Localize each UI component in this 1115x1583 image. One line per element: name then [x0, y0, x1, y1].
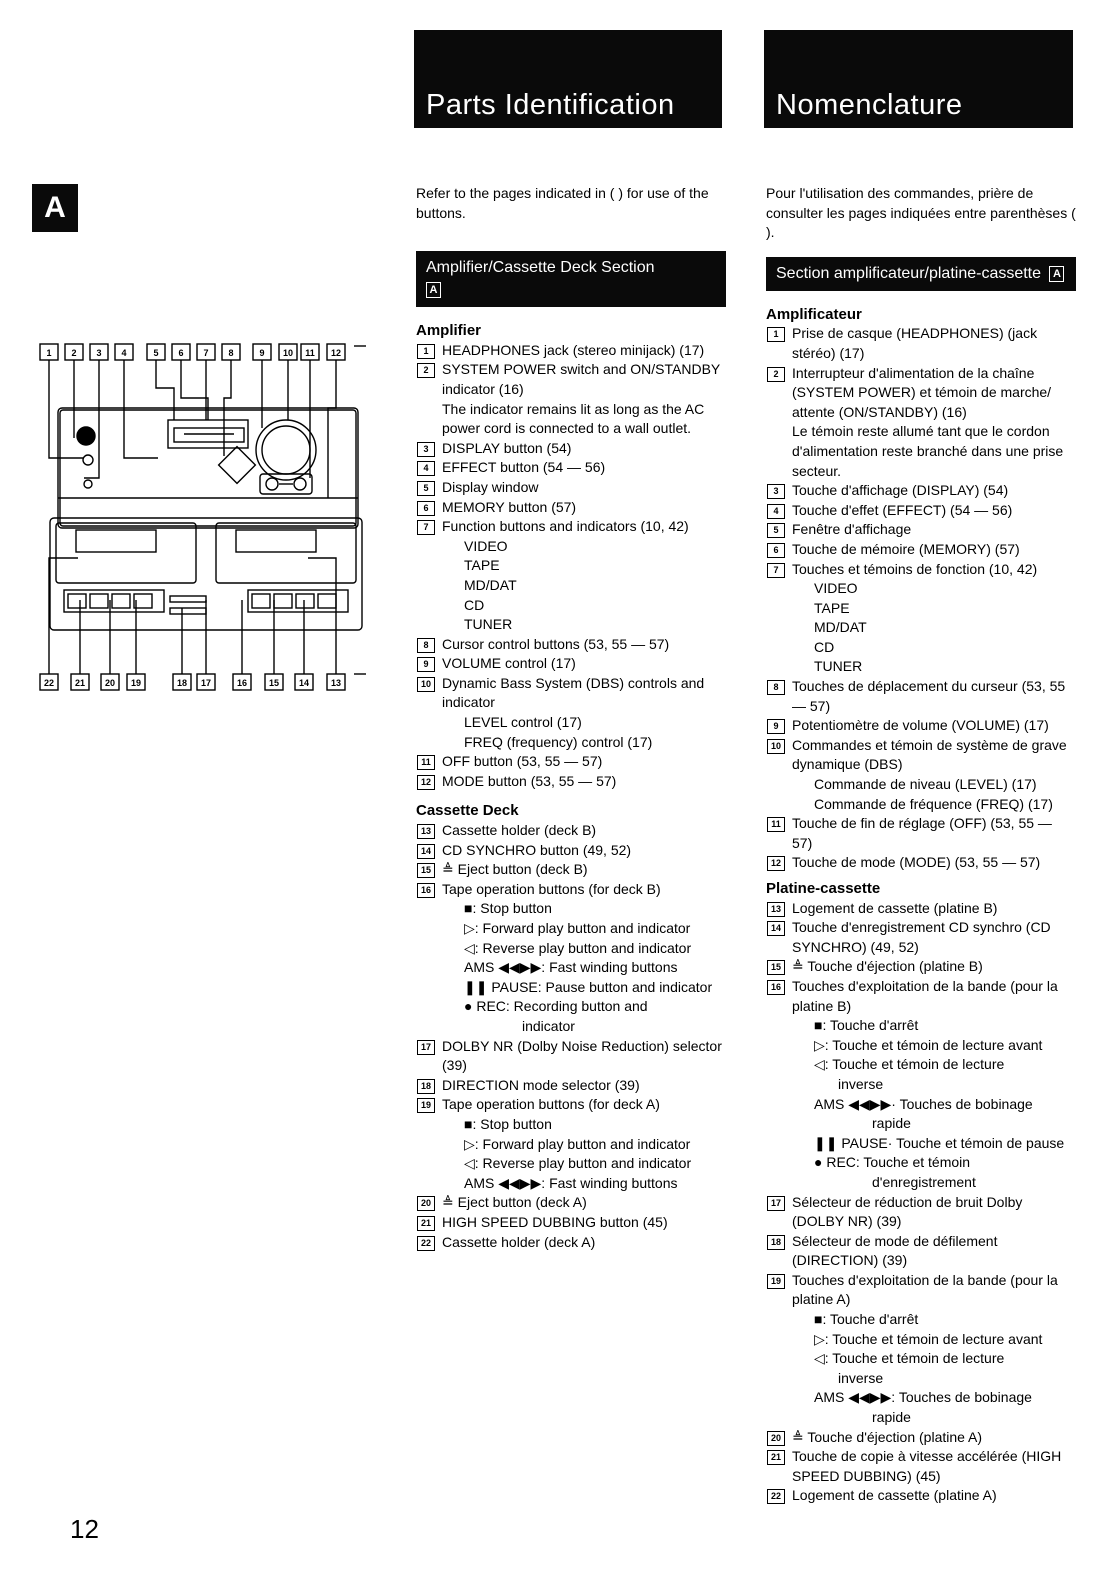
item-text: Touche d'effet (EFFECT) (54 — 56): [792, 501, 1013, 518]
deck-b-stop-fr: ■: Touche d'arrêt: [814, 1017, 919, 1034]
item-text: VOLUME control (17): [442, 655, 576, 672]
list-item: 18 DIRECTION mode selector (39): [416, 1076, 726, 1096]
deck-b-rev-fr-cont: inverse: [838, 1075, 884, 1092]
deck-b-pause-fr: ❚❚ PAUSE· Touche et témoin de pause: [814, 1134, 1065, 1151]
item-number: 9: [417, 657, 435, 672]
callout-18: [173, 674, 191, 690]
list-item: [416, 635, 726, 655]
english-column: [416, 184, 726, 1252]
deck-b-rev: ◁: Reverse play button and indicator: [464, 939, 692, 956]
item-text: OFF button (53, 55 — 57): [442, 753, 603, 770]
item-text: Touche de mode (MODE) (53, 55 — 57): [792, 854, 1041, 871]
item-number: 7: [767, 563, 785, 578]
list-item: [766, 560, 1076, 580]
item-text: Touches et témoins de fonction (10, 42): [792, 560, 1038, 577]
item-number: 12: [767, 856, 785, 871]
item-text: Touches de déplacement du curseur (53, 55 — 57): [792, 678, 1066, 714]
svg-text:22: 22: [43, 678, 55, 688]
item-number: 1: [417, 344, 435, 359]
unit-front-diagram: [38, 338, 374, 694]
list-item: [416, 458, 726, 478]
sub-item: Commande de niveau (LEVEL) (17): [814, 776, 1037, 793]
french-title-bar: [764, 30, 1073, 128]
page-number: 12: [70, 1514, 99, 1544]
item-number: 8: [767, 680, 785, 695]
callout-4: [115, 344, 133, 360]
item-text: Fenêtre d'affichage: [792, 521, 912, 538]
item-number: 4: [417, 461, 435, 476]
item-text: Display window: [442, 478, 539, 495]
deck-b-ams: AMS ◀◀▶▶: Fast winding buttons: [464, 959, 678, 976]
item-text: SYSTEM POWER switch and ON/STANDBY indicator (16): [442, 361, 720, 397]
english-section-bar: [416, 251, 726, 307]
list-item: 14 CD SYNCHRO button (49, 52): [416, 841, 726, 861]
item-text: Cursor control buttons (53, 55 — 57): [442, 635, 670, 652]
item-text: HEADPHONES jack (stereo minijack) (17): [442, 341, 705, 358]
item-number: 1: [767, 327, 785, 342]
list-item: [766, 814, 1076, 853]
list-item: 13 Cassette holder (deck B): [416, 821, 726, 841]
french-section-title: Section amplificateur/platine-cassette: [776, 264, 1042, 282]
deck-a-rev-fr-cont: inverse: [838, 1369, 884, 1386]
svg-text:5: 5: [153, 348, 159, 358]
callout-9: [253, 344, 271, 360]
item-note: Le témoin reste allumé tant que le cordon d'alimentation reste branché dans une prise secteur.: [792, 423, 1064, 479]
deck-b-pause: ❚❚ PAUSE: Pause button and indicator: [464, 978, 713, 995]
list-item: [416, 498, 726, 518]
section-badge: A: [32, 184, 78, 232]
callout-5: [147, 344, 165, 360]
item-text: MODE button (53, 55 — 57): [442, 772, 617, 789]
svg-text:12: 12: [330, 348, 342, 358]
item-number: 10: [767, 739, 785, 754]
list-item: 17 DOLBY NR (Dolby Noise Reduction) selector (39): [416, 1037, 726, 1076]
list-item: 16 Tape operation buttons (for deck B): [416, 880, 726, 900]
sub-item: MD/DAT: [814, 619, 867, 636]
deck-a-ams-fr: AMS ◀◀▶▶: Touches de bobinage: [814, 1389, 1032, 1406]
sub-item: MD/DAT: [464, 576, 517, 593]
bottom-callouts: [40, 674, 345, 690]
sub-item: FREQ (frequency) control (17): [464, 733, 653, 750]
svg-text:17: 17: [200, 678, 212, 688]
item-number: 4: [767, 504, 785, 519]
item-text: EFFECT button (54 — 56): [442, 459, 606, 476]
list-item: [416, 478, 726, 498]
french-amplifier-list: [766, 324, 1076, 873]
deck-a-stop: ■: Stop button: [464, 1115, 552, 1132]
item-number: 8: [417, 638, 435, 653]
english-amplifier-list: [416, 341, 726, 792]
deck-a-rev: ◁: Reverse play button and indicator: [464, 1155, 692, 1172]
sub-item: TAPE: [814, 599, 850, 616]
french-column: [766, 184, 1076, 1506]
item-note: The indicator remains lit as long as the AC power cord is connected to a wall outlet.: [442, 400, 705, 437]
list-item: 20 ≜ Touche d'éjection (platine A): [766, 1428, 1076, 1448]
deck-a-fwd-fr: ▷: Touche et témoin de lecture avant: [814, 1330, 1043, 1347]
item-number: 12: [417, 775, 435, 790]
list-item: [416, 772, 726, 792]
deck-b-rec-fr-cont: d'enregistrement: [872, 1173, 976, 1190]
french-section-bar: [766, 257, 1076, 291]
list-item: 18 Sélecteur de mode de défilement (DIRECTION) (39): [766, 1232, 1076, 1271]
item-number: 7: [417, 520, 435, 535]
callout-11: [301, 344, 319, 360]
callout-6: [172, 344, 190, 360]
deck-a-fwd: ▷: Forward play button and indicator: [464, 1135, 691, 1152]
svg-text:8: 8: [228, 348, 234, 358]
callout-10: [279, 344, 297, 360]
deck-b-fwd-fr: ▷: Touche et témoin de lecture avant: [814, 1036, 1043, 1053]
item-number: 11: [767, 817, 785, 832]
deck-b-ams-fr-cont: rapide: [872, 1115, 911, 1132]
item-number: 3: [417, 442, 435, 457]
svg-text:10: 10: [282, 348, 294, 358]
sub-item: LEVEL control (17): [464, 714, 582, 731]
sub-item: TUNER: [464, 616, 513, 633]
svg-text:18: 18: [176, 678, 188, 688]
deck-b-rec-cont: indicator: [522, 1017, 575, 1034]
english-cassette-head: Cassette Deck: [416, 802, 519, 820]
item-text: Function buttons and indicators (10, 42): [442, 518, 689, 535]
list-item: 21 Touche de copie à vitesse accélérée (HIGH SPEED DUBBING) (45): [766, 1447, 1076, 1486]
svg-text:15: 15: [268, 678, 280, 688]
item-number: 3: [767, 484, 785, 499]
item-text: Prise de casque (HEADPHONES) (jack stéréo) (17): [792, 325, 1038, 361]
item-number: 11: [417, 755, 435, 770]
callout-13: [327, 674, 345, 690]
svg-text:4: 4: [121, 348, 127, 358]
item-text: Touche d'affichage (DISPLAY) (54): [792, 482, 1009, 499]
item-text: Interrupteur d'alimentation de la chaîne (SYSTEM POWER) et témoin de marche/ attente (ON/STANDBY) (16): [792, 364, 1052, 420]
deck-b-fwd: ▷: Forward play button and indicator: [464, 920, 691, 936]
deck-a-ams-fr-cont: rapide: [872, 1409, 911, 1426]
deck-a-stop-fr: ■: Touche d'arrêt: [814, 1311, 919, 1328]
sub-item: Commande de fréquence (FREQ) (17): [814, 795, 1053, 812]
sub-item: VIDEO: [814, 580, 858, 597]
list-item: [766, 520, 1076, 540]
svg-text:19: 19: [130, 678, 142, 688]
english-amplifier-head: Amplifier: [416, 322, 482, 340]
callout-1: [40, 344, 58, 360]
callout-14: [295, 674, 313, 690]
list-item: 19 Touches d'exploitation de la bande (pour la platine A): [766, 1271, 1076, 1310]
list-item: [416, 517, 726, 537]
callout-21: [71, 674, 89, 690]
list-item: 21 HIGH SPEED DUBBING button (45): [416, 1213, 726, 1233]
sub-item: VIDEO: [464, 537, 508, 554]
list-item: 15 ≜ Eject button (deck B): [416, 860, 726, 880]
item-text: Touche de fin de réglage (OFF) (53, 55 — 57): [792, 815, 1052, 851]
callout-15: [265, 674, 283, 690]
list-item: [416, 360, 726, 438]
deck-b-stop: ■: Stop button: [464, 900, 552, 917]
english-cassette-list: [416, 821, 726, 1252]
list-item: 20 ≜ Eject button (deck A): [416, 1193, 726, 1213]
list-item: 17 Sélecteur de réduction de bruit Dolby (DOLBY NR) (39): [766, 1193, 1076, 1232]
item-number: 2: [767, 367, 785, 382]
sub-item: TAPE: [464, 557, 500, 574]
english-section-badge: A: [426, 282, 441, 298]
svg-text:2: 2: [71, 348, 77, 358]
list-item: [766, 716, 1076, 736]
item-number: 5: [767, 523, 785, 538]
item-text: MEMORY button (57): [442, 498, 577, 515]
svg-text:21: 21: [74, 678, 86, 688]
list-item: 19 Tape operation buttons (for deck A): [416, 1095, 726, 1115]
list-item: [416, 654, 726, 674]
svg-text:1: 1: [46, 348, 52, 358]
list-item: [766, 677, 1076, 716]
french-title: Nomenclature: [776, 89, 963, 121]
item-text: Commandes et témoin de système de grave dynamique (DBS): [792, 736, 1067, 773]
callout-12: [327, 344, 345, 360]
item-number: 10: [417, 677, 435, 692]
list-item: 22 Logement de cassette (platine A): [766, 1486, 1076, 1506]
deck-a-ams: AMS ◀◀▶▶: Fast winding buttons: [464, 1174, 678, 1191]
item-text: Touche de mémoire (MEMORY) (57): [792, 540, 1020, 557]
top-callouts: [40, 344, 345, 360]
callout-19: [127, 674, 145, 690]
svg-text:11: 11: [305, 348, 315, 358]
callout-20: [101, 674, 119, 690]
callout-22: [40, 674, 58, 690]
callout-16: [233, 674, 251, 690]
sub-item: CD: [464, 596, 485, 613]
callout-3: [90, 344, 108, 360]
french-intro: Pour l'utilisation des commandes, prière de consulter les pages indiquées entre parenthèses ( ).: [766, 185, 1076, 241]
list-item: [416, 752, 726, 772]
svg-text:9: 9: [259, 348, 265, 358]
svg-text:6: 6: [178, 348, 184, 358]
english-title: Parts Identification: [426, 89, 675, 121]
french-cassette-list: [766, 899, 1076, 1506]
deck-b-rec: ● REC: Recording button and: [464, 998, 648, 1015]
item-text: DISPLAY button (54): [442, 439, 572, 456]
list-item: [416, 341, 726, 361]
deck-a-rev-fr: ◁: Touche et témoin de lecture: [814, 1350, 1005, 1367]
svg-text:16: 16: [236, 678, 248, 688]
list-item: [766, 540, 1076, 560]
deck-b-rev-fr: ◁: Touche et témoin de lecture: [814, 1056, 1005, 1073]
deck-b-rec-fr: ● REC: Touche et témoin: [814, 1154, 971, 1171]
french-cassette-head: Platine-cassette: [766, 880, 881, 897]
list-item: 16 Touches d'exploitation de la bande (pour la platine B): [766, 977, 1076, 1016]
french-amplifier-head: Amplificateur: [766, 305, 862, 323]
list-item: 14 Touche d'enregistrement CD synchro (CD SYNCHRO) (49, 52): [766, 918, 1076, 957]
item-number: 5: [417, 481, 435, 496]
list-item: [766, 481, 1076, 501]
callout-17: [197, 674, 215, 690]
sub-item: CD: [814, 638, 835, 655]
callout-2: [65, 344, 83, 360]
list-item: 15 ≜ Touche d'éjection (platine B): [766, 957, 1076, 977]
english-title-bar: [414, 30, 722, 128]
list-item: [766, 364, 1076, 482]
list-item: [416, 439, 726, 459]
list-item: [766, 501, 1076, 521]
svg-text:3: 3: [96, 348, 102, 358]
item-number: 9: [767, 719, 785, 734]
item-text: Dynamic Bass System (DBS) controls and indicator: [442, 674, 705, 711]
list-item: 13 Logement de cassette (platine B): [766, 899, 1076, 919]
list-item: 22 Cassette holder (deck A): [416, 1233, 726, 1253]
sub-item: TUNER: [814, 658, 863, 675]
callout-7: [197, 344, 215, 360]
callout-8: [222, 344, 240, 360]
french-section-badge: A: [1049, 266, 1064, 282]
item-text: Potentiomètre de volume (VOLUME) (17): [792, 717, 1049, 734]
svg-text:7: 7: [203, 348, 209, 358]
english-intro: Refer to the pages indicated in ( ) for use of the buttons.: [416, 185, 709, 221]
list-item: [766, 736, 1076, 775]
list-item: [416, 674, 726, 713]
list-item: [766, 853, 1076, 873]
svg-text:20: 20: [104, 678, 116, 688]
item-number: 6: [767, 543, 785, 558]
english-section-title: Amplifier/Cassette Deck Section: [426, 259, 655, 277]
deck-b-ams-fr: AMS ◀◀▶▶· Touches de bobinage: [814, 1095, 1033, 1112]
item-number: 6: [417, 501, 435, 516]
item-number: 2: [417, 363, 435, 378]
list-item: [766, 324, 1076, 363]
svg-text:14: 14: [298, 678, 310, 688]
svg-text:13: 13: [330, 678, 342, 688]
